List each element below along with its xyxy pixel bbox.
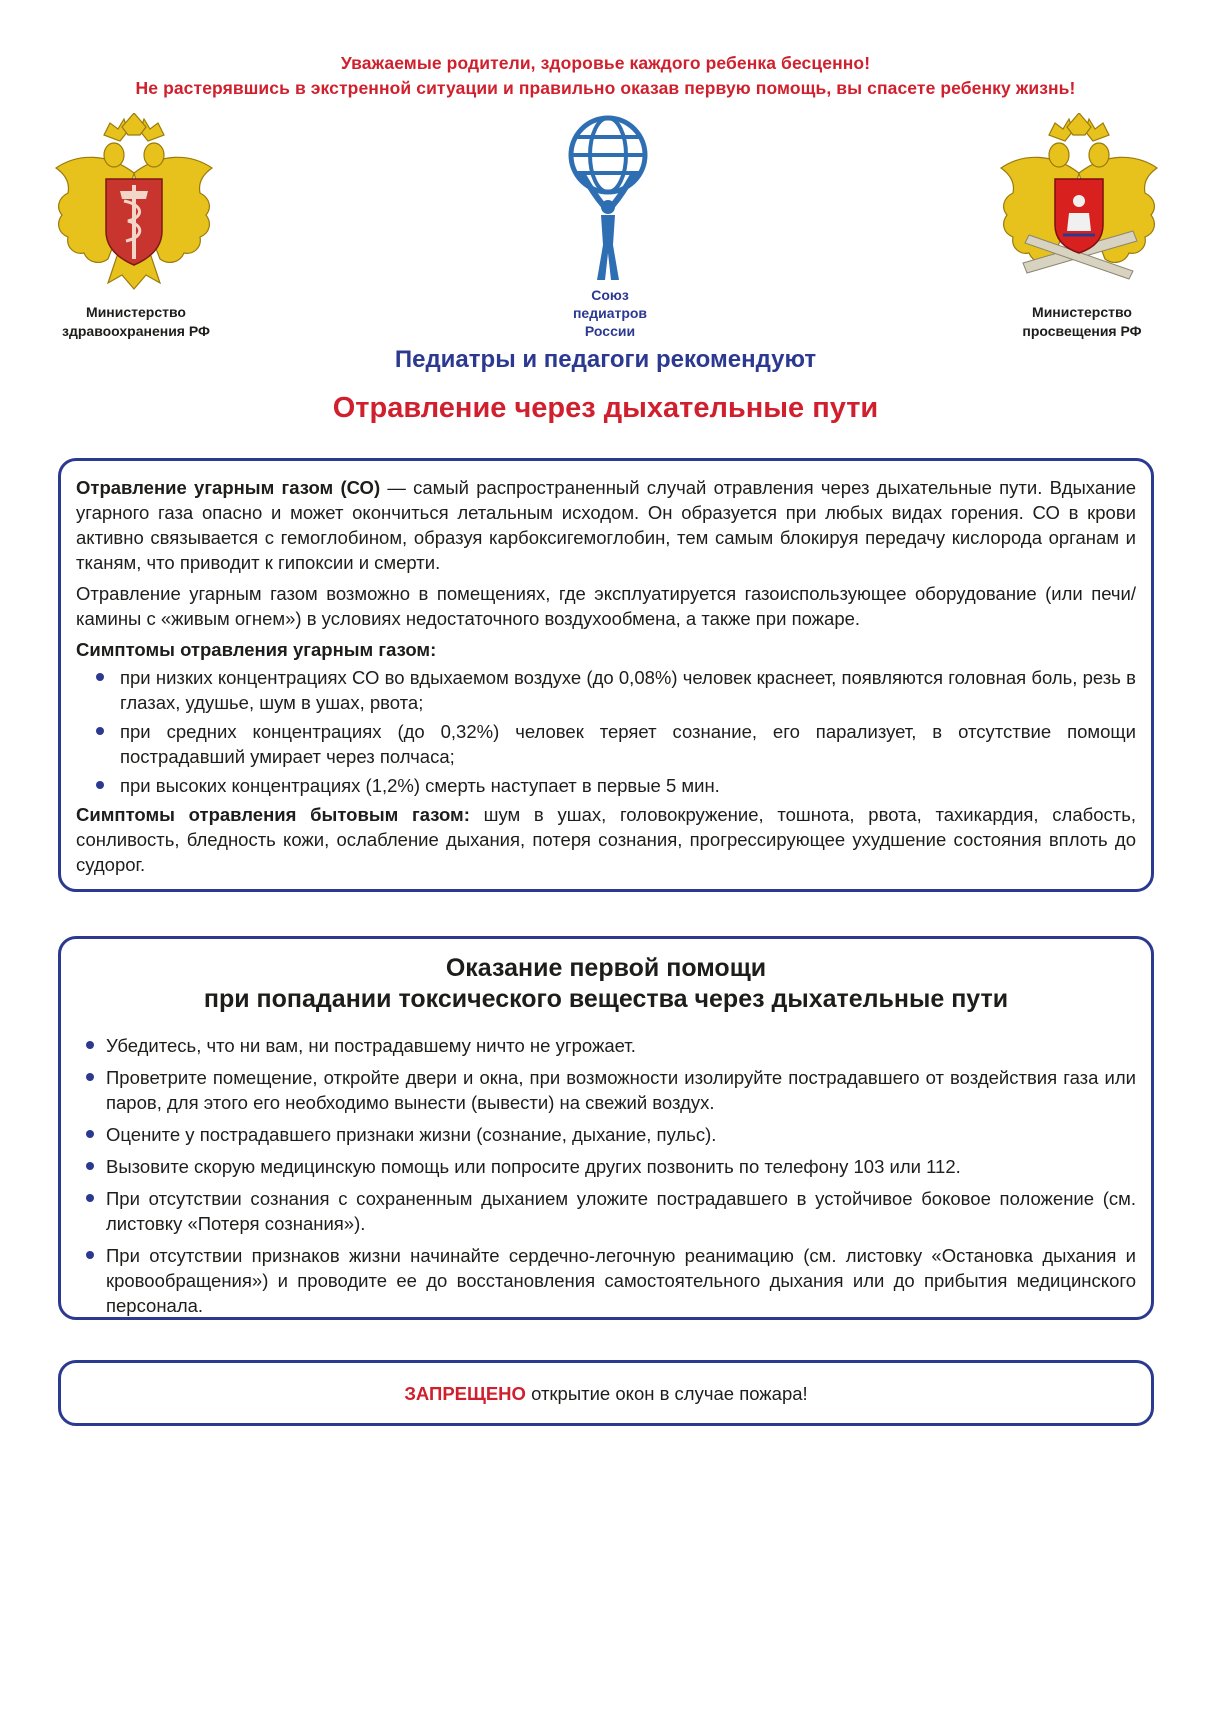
ministry-health-caption — [36, 303, 236, 341]
household-gas-text: шум в ушах, головокружение, тошнота, рвота, тахикардия, слабость, сонливость, бледность кожи, ослабление дыхания, потеря сознания, прогрессирующее ухудшение состояния вплоть до судорог. — [76, 804, 1136, 875]
caption-line: Министерство — [1032, 304, 1132, 320]
ministry-education-caption — [982, 303, 1182, 341]
header-line-1: Уважаемые родители, здоровье каждого ребенка бесценно! — [340, 53, 871, 73]
pediatricians-union-caption — [540, 286, 680, 340]
warning-box — [58, 1360, 1154, 1426]
co-symptoms-list — [76, 665, 1136, 798]
co-indoor-paragraph: Отравление угарным газом возможно в помещениях, где эксплуатируется газоиспользующее оборудование (или печи/камины с «живым огнем») в условиях недостаточного воздухообмена, а также при пожаре. — [76, 583, 1136, 629]
warning-bold: ЗАПРЕЩЕНО — [404, 1383, 526, 1404]
co-symptoms-heading: Симптомы отравления угарным газом: — [76, 639, 437, 660]
caption-line: педиатров — [572, 305, 648, 321]
list-item: Проветрите помещение, откройте двери и окна, при возможности изолируйте пострадавшего от воздействия газа или паров, для этого его необходимо вынести (вывести) на свежий воздух. — [106, 1067, 1136, 1113]
first-aid-title-line-2: при попадании токсического вещества через дыхательные пути — [203, 985, 1009, 1013]
list-item: При отсутствии признаков жизни начинайте сердечно-легочную реанимацию (см. листовку «Остановка дыхания и кровообращения») и проводите ее до восстановления самостоятельного дыхания или до прибытия медицинского персонала. — [106, 1245, 1136, 1316]
warning-text: открытие окон в случае пожара! — [525, 1383, 808, 1404]
first-aid-list — [76, 1033, 1136, 1318]
caption-line: России — [584, 323, 636, 339]
caption-line: просвещения РФ — [1022, 323, 1142, 339]
co-intro-bold: Отравление угарным газом (СО) — [76, 477, 381, 498]
list-item: при средних концентрациях (до 0,32%) человек теряет сознание, его парализует, в отсутствие помощи пострадавший умирает через полчаса; — [120, 721, 1136, 767]
caption-line: здравоохранения РФ — [62, 323, 210, 339]
list-item: при низких концентрациях СО во вдыхаемом воздухе (до 0,08%) человек краснеет, появляются головная боль, резь в глазах, удушье, шум в ушах, рвота; — [120, 667, 1136, 713]
household-gas-paragraph — [76, 802, 1136, 877]
list-item: Вызовите скорую медицинскую помощь или попросите других позвонить по телефону 103 или 112. — [106, 1154, 1136, 1179]
caption-line: Союз — [591, 287, 629, 303]
household-gas-bold: Симптомы отравления бытовым газом: — [76, 804, 470, 825]
first-aid-title — [76, 953, 1136, 1015]
co-poisoning-info-box — [58, 458, 1154, 892]
page-subtitle: Педиатры и педагоги рекомендуют — [394, 346, 817, 373]
caption-line: Министерство — [86, 304, 186, 320]
list-item: Убедитесь, что ни вам, ни пострадавшему ничто не угрожает. — [106, 1033, 1136, 1058]
list-item: При отсутствии сознания с сохраненным дыханием уложите пострадавшего в устойчивое боковое положение (см. листовку «Потеря сознания»). — [106, 1188, 1136, 1234]
first-aid-title-line-1: Оказание первой помощи — [445, 954, 767, 982]
co-intro-paragraph — [76, 475, 1136, 575]
page-title: Отравление через дыхательные пути — [332, 392, 879, 424]
list-item: при высоких концентрациях (1,2%) смерть наступает в первые 5 мин. — [120, 773, 1136, 798]
co-intro-text: — самый распространенный случай отравления через дыхательные пути. Вдыхание угарного газа опасно и может окончиться летальным исходом. Он образуется при любых видах горения. СО в крови активно связывается с гемоглобином, образуя карбоксигемоглобин, тем самым блокируя передачу кислорода органам и тканям, что приводит к гипоксии и смерти. — [76, 477, 1136, 573]
pediatricians-union-logo-icon — [563, 115, 653, 285]
warning-line — [61, 1383, 1151, 1405]
list-item: Оцените у пострадавшего признаки жизни (сознание, дыхание, пульс). — [106, 1122, 1136, 1147]
ministry-education-emblem-icon — [993, 113, 1165, 295]
header-line-2: Не растерявшись в экстренной ситуации и правильно оказав первую помощь, вы спасете ребенку жизнь! — [135, 78, 1076, 98]
first-aid-box — [58, 936, 1154, 1320]
ministry-health-emblem-icon — [48, 113, 220, 295]
